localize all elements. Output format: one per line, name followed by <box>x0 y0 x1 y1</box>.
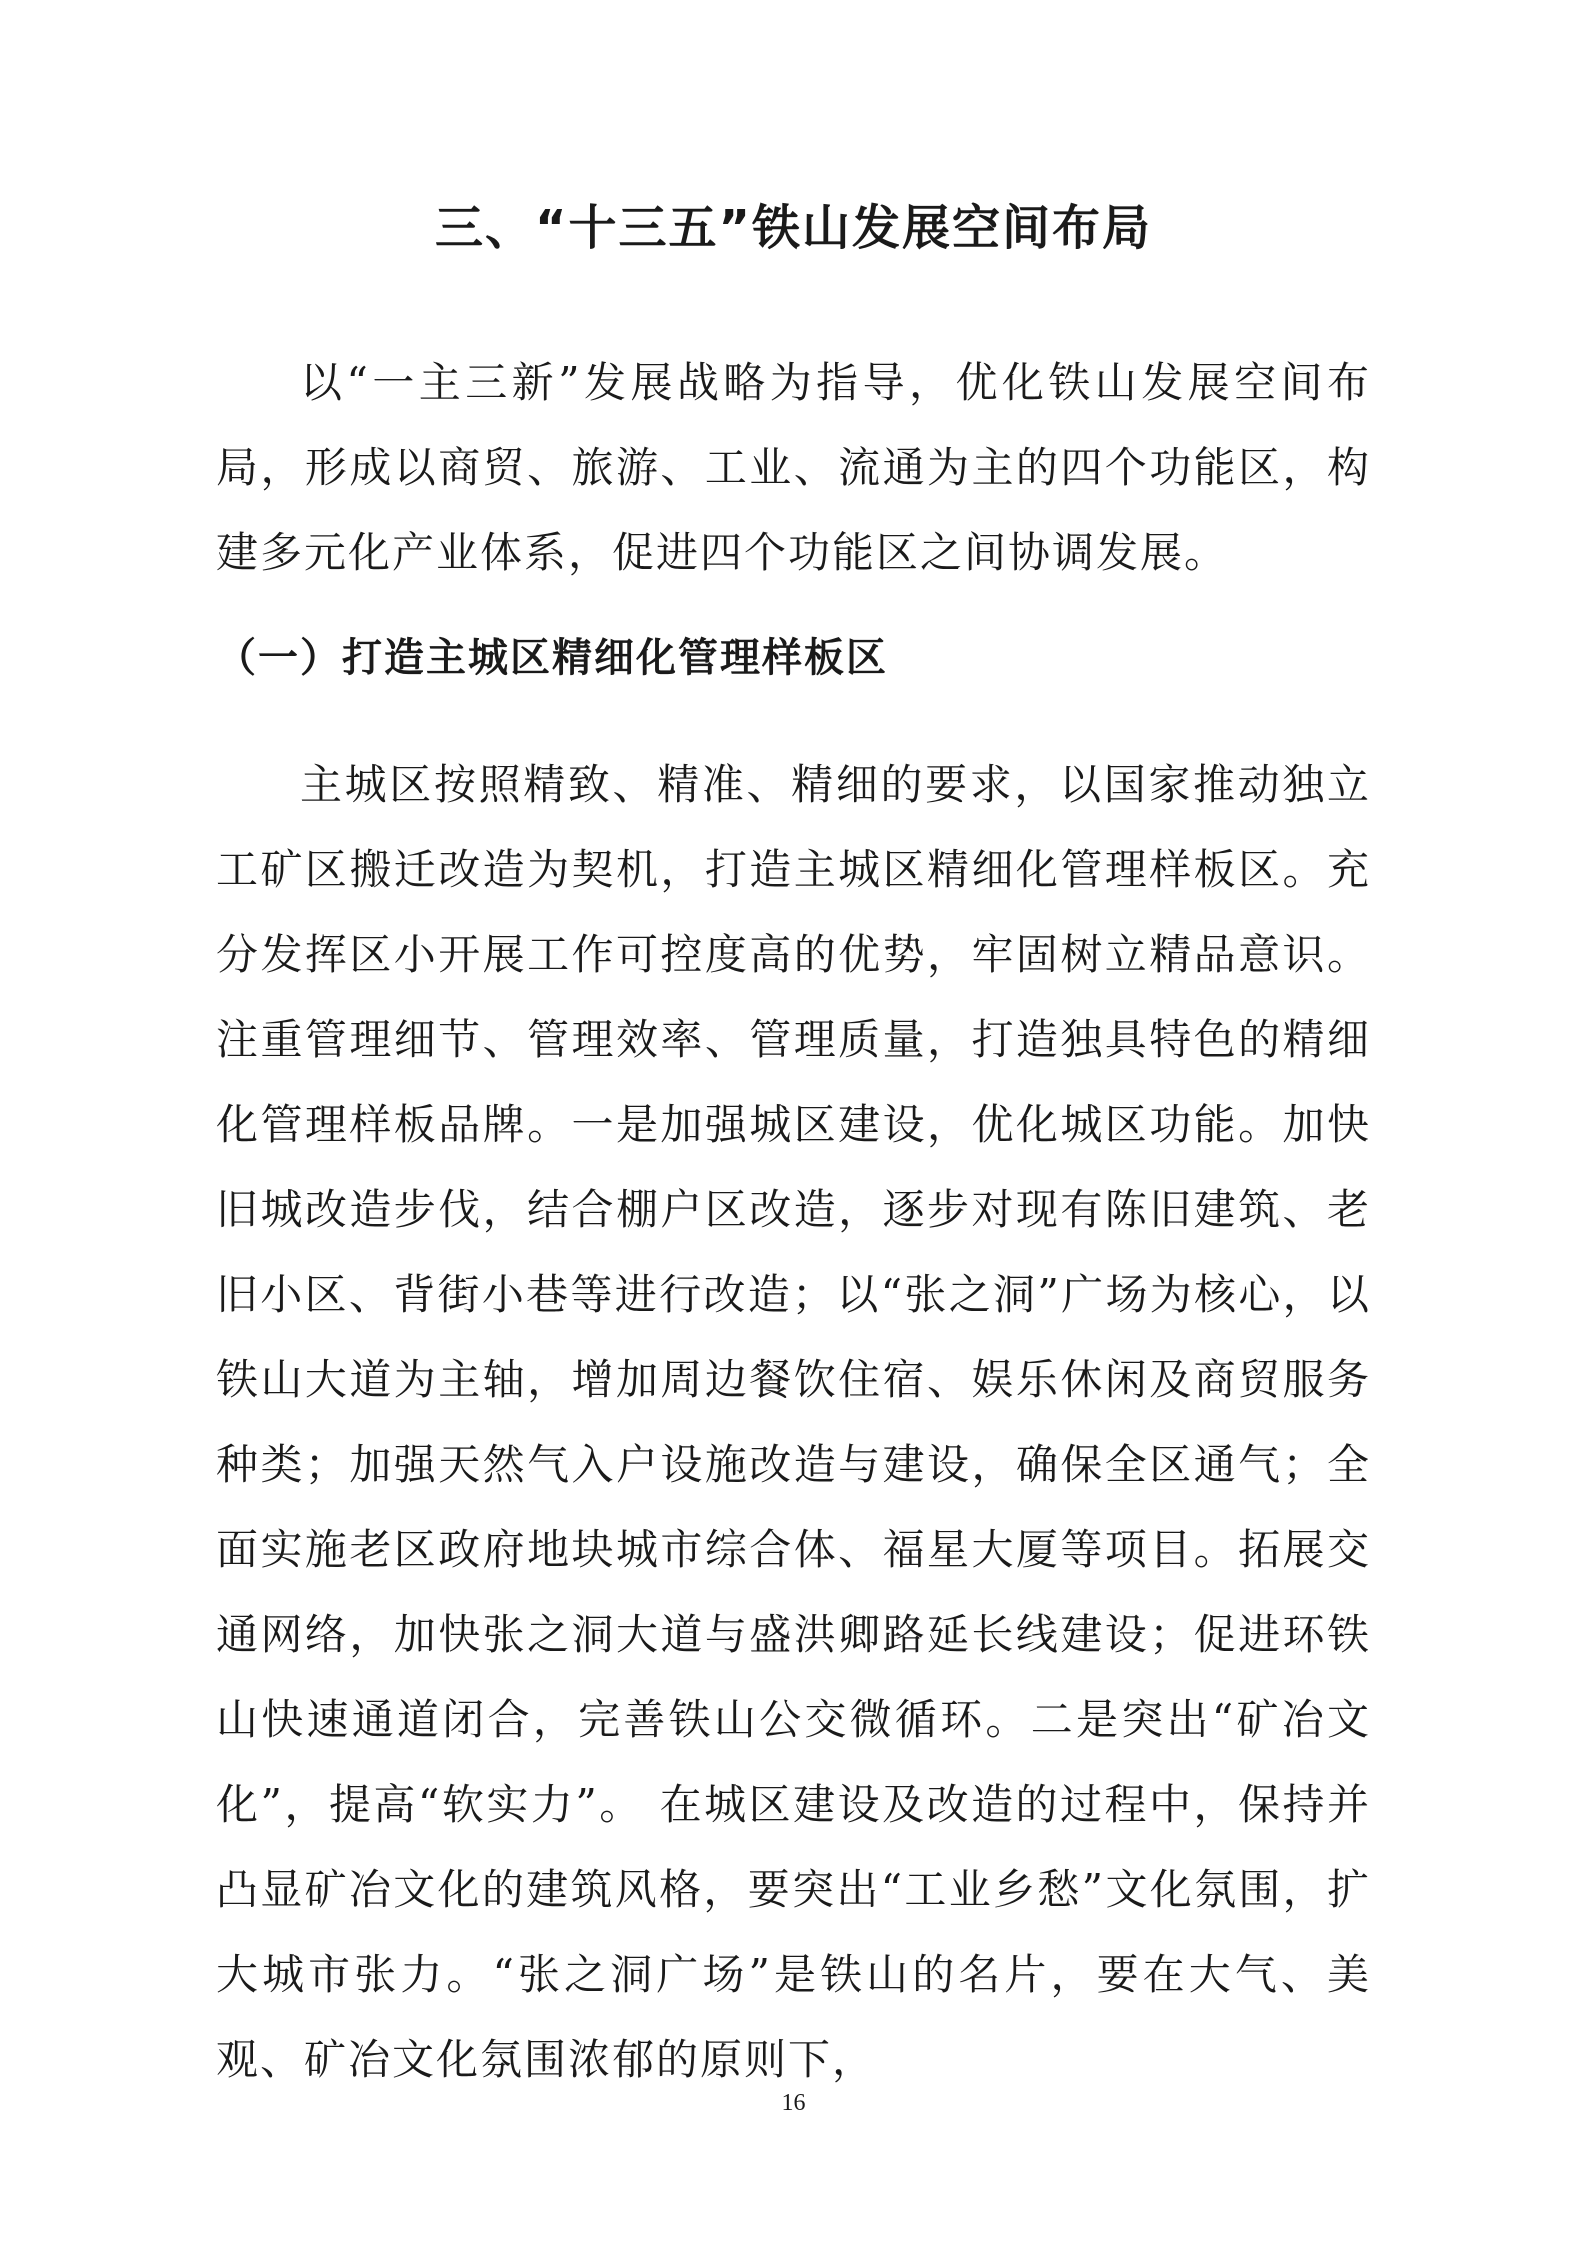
page-title: 三、“十三五”铁山发展空间布局 <box>434 200 1153 256</box>
page-number: 16 <box>781 2090 806 2116</box>
section-heading: （一）打造主城区精细化管理样板区 <box>216 635 888 681</box>
intro-paragraph: 以“一主三新”发展战略为指导，优化铁山发展空间布局，形成以商贸、旅游、工业、流通为主的四个功能区，构建多元化产业体系，促进四个功能区之间协调发展。 <box>216 358 1371 577</box>
section-paragraph: 主城区按照精致、精准、精细的要求，以国家推动独立工矿区搬迁改造为契机，打造主城区精细化管理样板区。充分发挥区小开展工作可控度高的优势，牢固树立精品意识。注重管理细节、管理效率、管理质量，打造独具特色的精细化管理样板品牌。一是加强城区建设，优化城区功能。加快旧城改造步伐，结合棚户区改造，逐步对现有陈旧建筑、老旧小区、背街小巷等进行改造；以“张之洞”广场为核心，以铁山大道为主轴，增加周边餐饮住宿、娱乐休闲及商贸服务种类；加强天然气入户设施改造与建设，确保全区通气；全面实施老区政府地块城市综合体、福星大厦等项目。拓展交通网络，加快张之洞大道与盛洪卿路延长线建设；促进环铁山快速通道闭合，完善铁山公交微循环。二是突出“矿冶文化”，提高“软实力”。 在城区建设及改造的过程中，保持并凸显矿冶文化的建筑风格，要突出“工业乡愁”文化氛围，扩大城市张力。“张之洞广场”是铁山的名片，要在大气、美观、矿冶文化氛围浓郁的原则下， <box>216 760 1371 2084</box>
